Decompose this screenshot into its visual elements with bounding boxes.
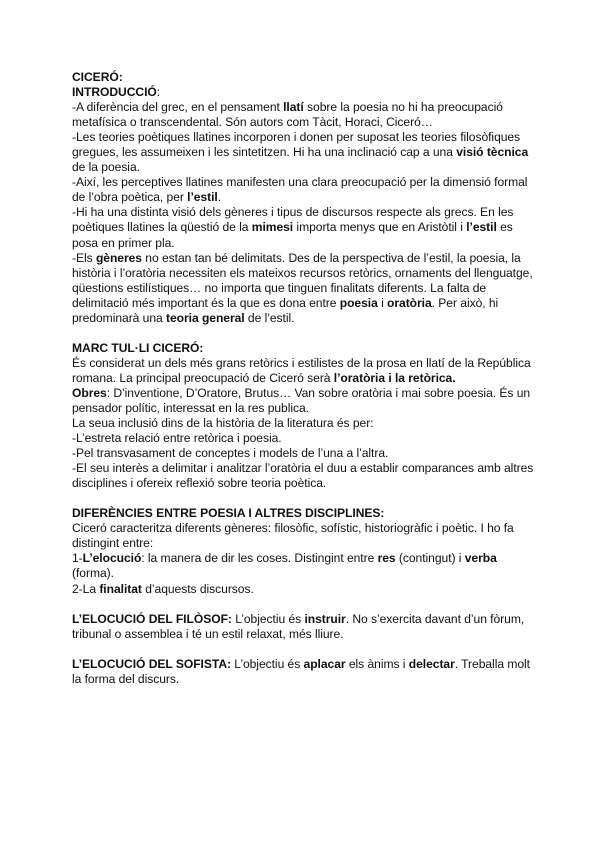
paragraph-elocucio-sofista: L’ELOCUCIÓ DEL SOFISTA: L’objectiu és aplacar els ànims i delectar. Treballa molt la forma del discurs. [72,656,530,686]
paragraph: -El seu interès a delimitar i analitzar l’oratòria el duu a establir comparances amb altres disciplines i ofereix reflexió sobre teoria poètica. [72,461,534,491]
subtitle-introduccio: INTRODUCCIÓ: [72,85,161,100]
paragraph: -Les teories poètiques llatines incorporen i donen per suposat les teories filosòfiques gregues, les assumeixen i les sintetitzen. Hi ha una inclinació cap a una visió tècnica de la poesia. [72,130,529,175]
paragraph: -Pel transvasament de conceptes i models de l’una a l’altra. [72,446,389,461]
paragraph: La seua inclusió dins de la història de la literatura és per: [72,416,374,431]
paragraph: Ciceró caracteritza diferents gèneres: filosòfic, sofístic, historiogràfic i poètic. I ho fa distingint entre: [72,521,514,551]
paragraph: -L’estreta relació entre retòrica i poesia. [72,431,282,446]
document-body [72,70,542,687]
spacer [72,491,542,506]
spacer [72,642,542,657]
paragraph: -Hi ha una distinta visió dels gèneres i tipus de discursos respecte als grecs. En les poètiques llatines la qüestió de la mimesi importa menys que en Aristòtil i l’estil es posa en primer pla. [72,205,514,250]
paragraph: Obres: D’inventione, D’Oratore, Brutus… Van sobre oratòria i mai sobre poesia. És un pensador polític, interessat en la res publica. [72,385,531,415]
section-title-diferencies: DIFERÈNCIES ENTRE POESIA I ALTRES DISCIPLINES: [72,506,385,521]
spacer [72,597,542,612]
section-title-cicero: CICERÓ: [72,70,123,84]
paragraph: És considerat un dels més grans retòrics i estilistes de la prosa en llatí de la República romana. La principal preocupació de Ciceró serà l’oratòria i la retòrica. [72,355,531,385]
paragraph-elocucio-filosof: L’ELOCUCIÓ DEL FILÒSOF: L’objectiu és instruir. No s’exercita davant d’un fòrum, tribunal o assemblea i té un estil relaxat, més lliure. [72,611,525,641]
paragraph: -Així, les perceptives llatines manifesten una clara preocupació per la dimensió formal de l’obra poètica, per l’estil. [72,175,528,205]
paragraph: 1-L’elocució: la manera de dir les coses. Distingint entre res (contingut) i verba (forma). [72,551,497,581]
section-title-filosof: L’ELOCUCIÓ DEL FILÒSOF: [72,611,232,626]
spacer [72,326,542,341]
section-title-marc-tulli-cicero: MARC TUL·LI CICERÓ: [72,340,204,355]
paragraph: 2-La finalitat d’aquests discursos. [72,581,254,596]
section-title-sofista: L’ELOCUCIÓ DEL SOFISTA: [72,656,231,671]
paragraph: -A diferència del grec, en el pensament llatí sobre la poesia no hi ha preocupació metafísica o transcendental. Són autors com Tàcit, Horaci, Ciceró… [72,100,503,130]
paragraph: -Els gèneres no estan tan bé delimitats. Des de la perspectiva de l’estil, la poesia, la història i l’oratòria necessiten els mateixos recursos retòrics, ornaments del llenguatge, qüestions estilístiques… no importa que tinguen finalitats diferents. La falta de delimitació més important és la que es dona entre poesia i oratòria. Per això, hi predominarà una teoria general de l’estil. [72,250,533,325]
